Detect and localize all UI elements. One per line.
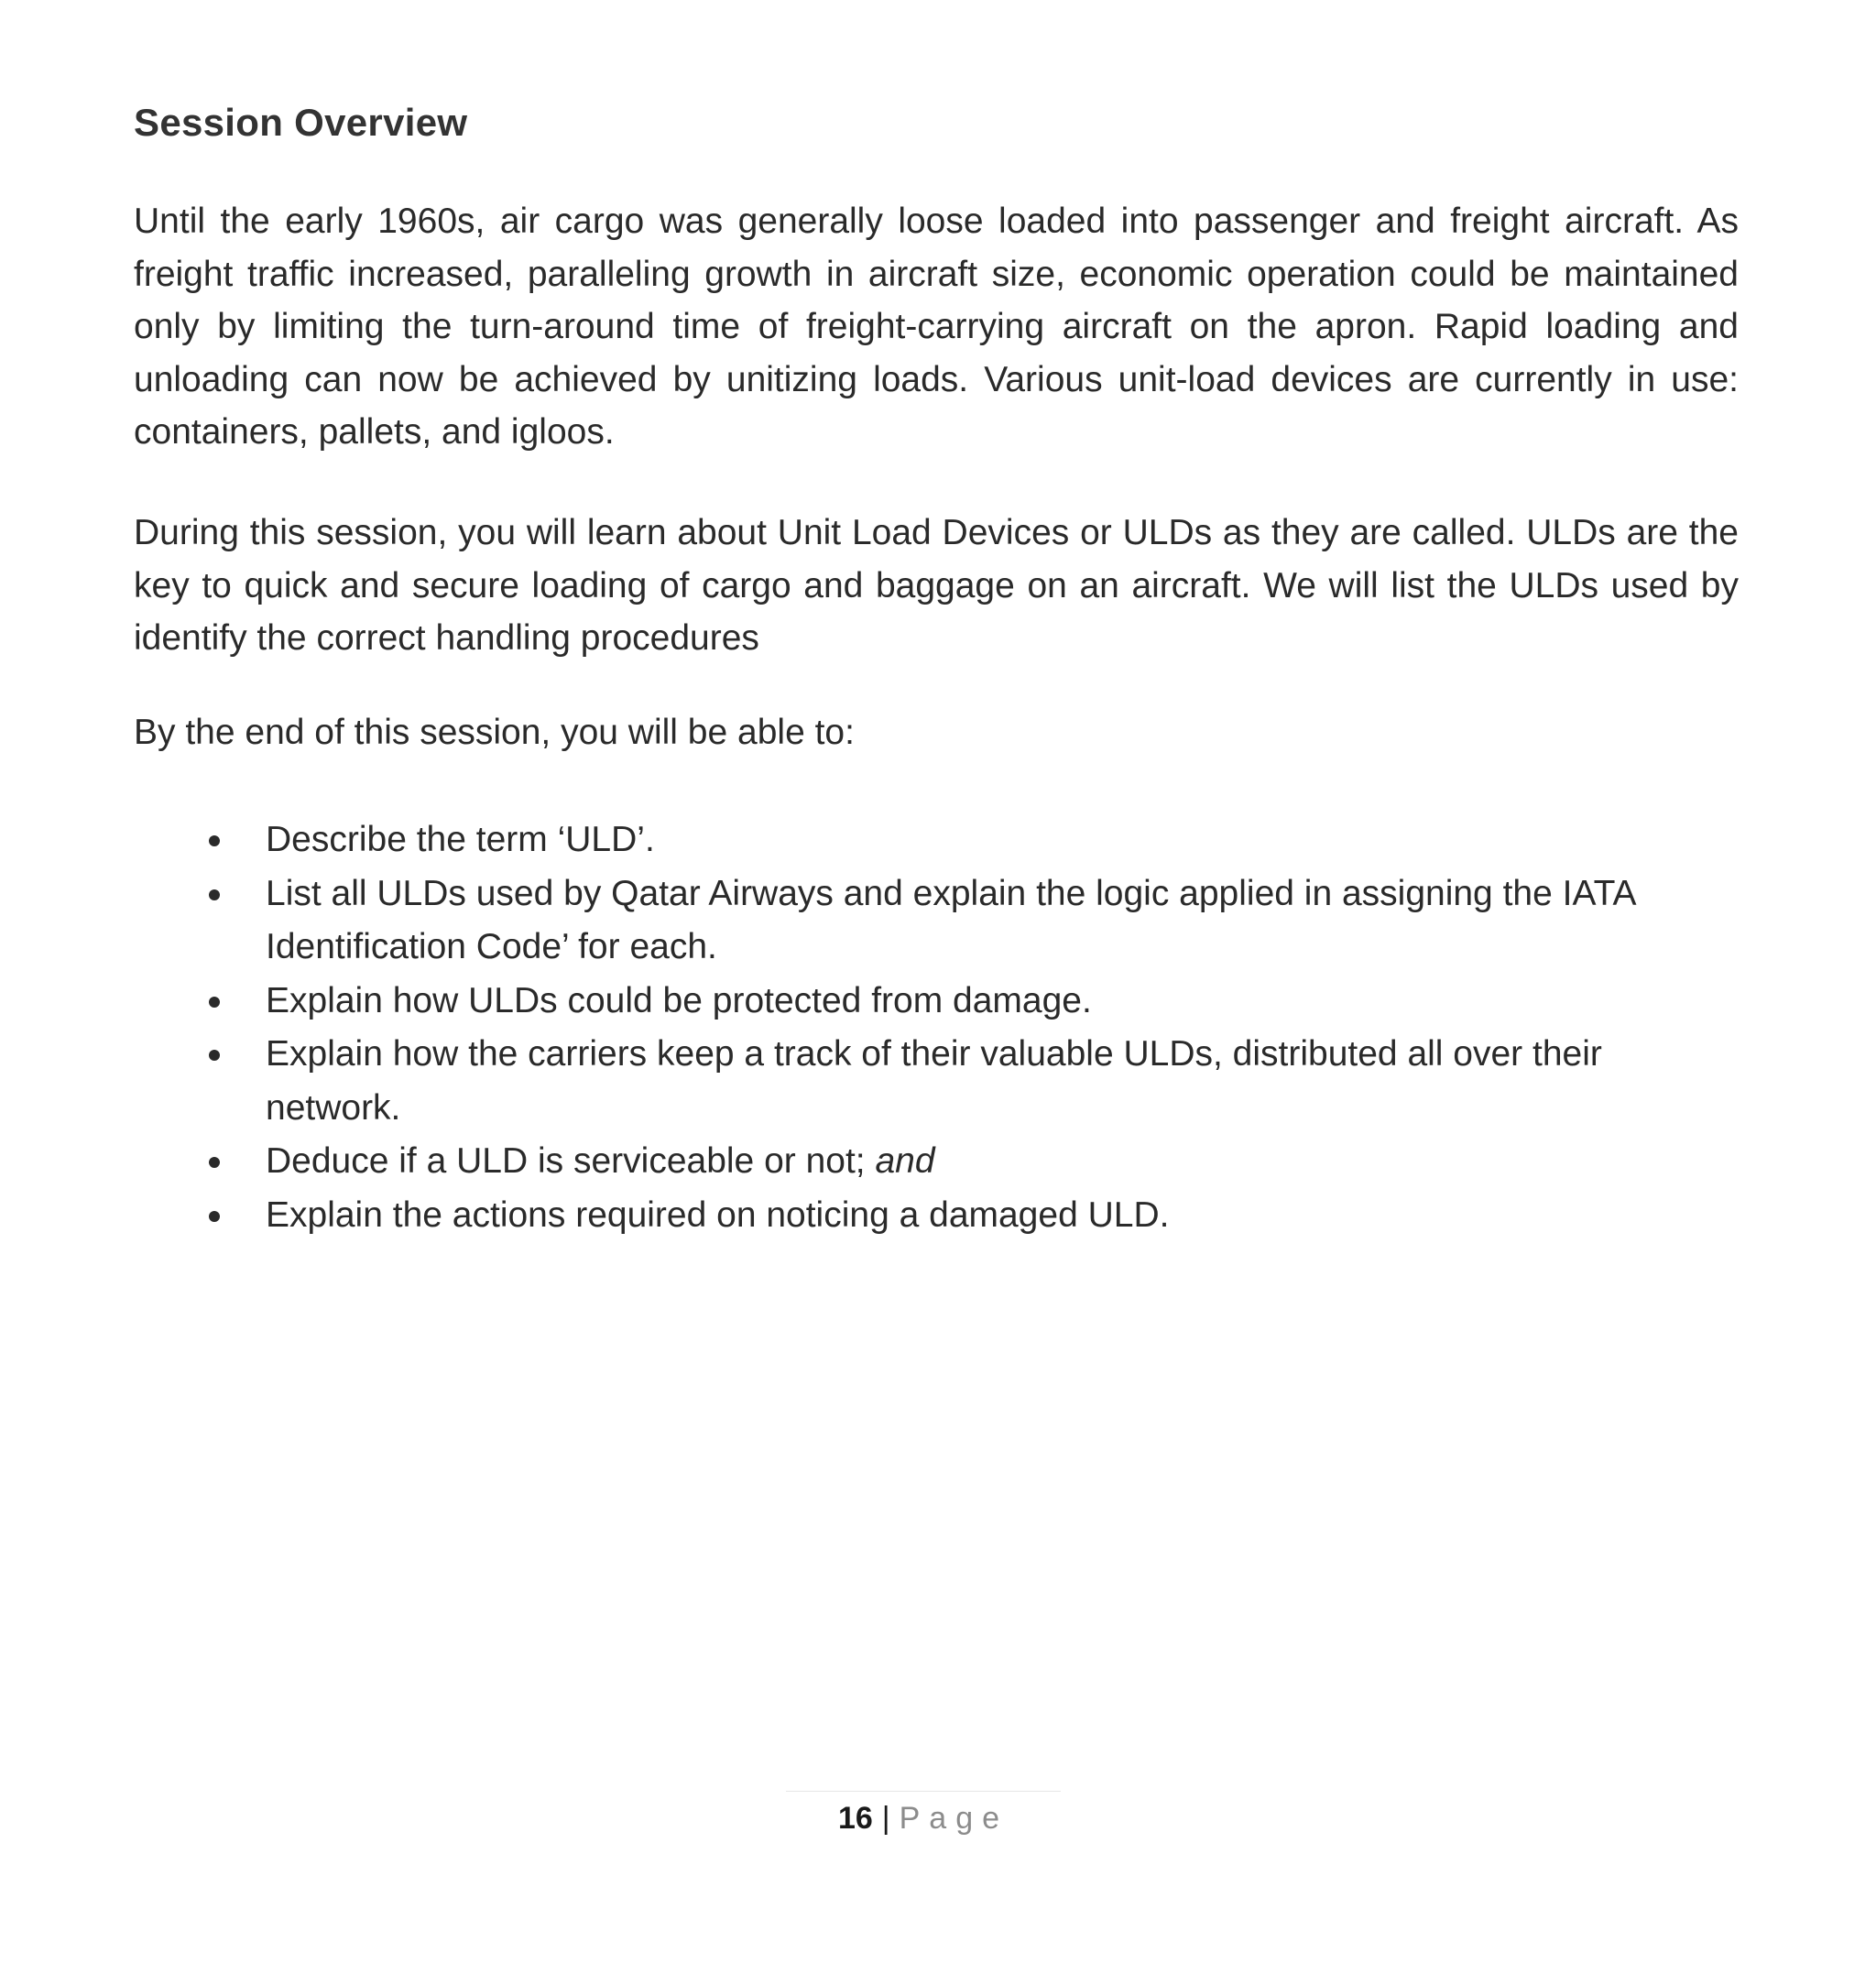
page-footer [786, 1791, 1061, 1837]
objectives-lead: By the end of this session, you will be able to: [134, 713, 855, 752]
bullet-icon [209, 889, 220, 900]
bullet-icon [209, 835, 220, 846]
objective-text: Explain how the carriers keep a track of their valuable ULDs, distributed all over their network. [266, 1034, 1602, 1128]
page-separator: | [881, 1801, 890, 1836]
page-label: Page [899, 1801, 1009, 1836]
objective-item [134, 1135, 1739, 1189]
objective-text: Explain the actions required on noticing a damaged ULD. [266, 1194, 1170, 1235]
objective-text: Explain how ULDs could be protected from damage. [266, 980, 1092, 1020]
objective-item [134, 1189, 1739, 1243]
objective-item [134, 867, 1739, 975]
bullet-icon [209, 1211, 220, 1222]
objective-emphasis: and [875, 1141, 935, 1181]
objective-item [134, 975, 1739, 1029]
objectives-list [134, 813, 1739, 1242]
section-heading: Session Overview [134, 101, 468, 144]
session-paragraph: During this session, you will learn about Unit Load Devices or ULDs as they are called. ULDs are the key to quick and secure loading of cargo and baggage on an aircraft. We will list the ULDs used by identify the correct handling procedures [134, 513, 1739, 658]
page-number: 16 [837, 1801, 873, 1836]
bullet-icon [209, 997, 220, 1008]
objective-item [134, 813, 1739, 867]
bullet-icon [209, 1157, 220, 1168]
objective-text: List all ULDs used by Qatar Airways and explain the logic applied in assigning the IATA Identification Code’ for each. [266, 873, 1635, 966]
objective-text: Describe the term ‘ULD’. [266, 820, 655, 859]
objective-text-wrapper [266, 1141, 935, 1181]
bullet-icon [209, 1050, 220, 1061]
intro-paragraph: Until the early 1960s, air cargo was generally loose loaded into passenger and freight aircraft. As freight traffic increased, paralleling growth in aircraft size, economic operation could be maintained only by limiting the turn-around time of freight-carrying aircraft on the apron. Rapid loading and unloading can now be achieved by unitizing loads. Various unit-load devices are currently in use: containers, pallets, and igloos. [134, 202, 1739, 452]
objective-item [134, 1028, 1739, 1135]
objective-text: Deduce if a ULD is serviceable or not; [266, 1141, 876, 1181]
